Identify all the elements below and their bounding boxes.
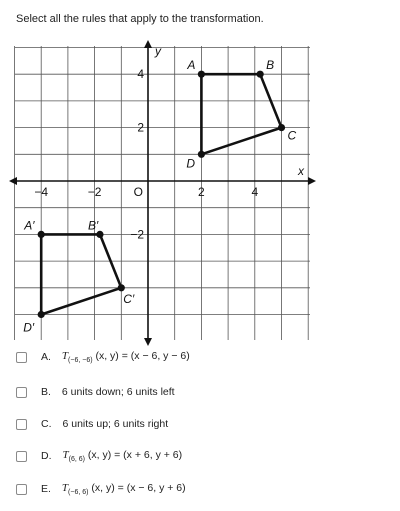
choice-e-letter: E.: [41, 483, 51, 495]
choice-c-letter: C.: [41, 418, 52, 430]
choice-d[interactable]: [16, 448, 182, 464]
y-tick-label: 2: [137, 120, 144, 135]
choice-b-checkbox[interactable]: [16, 387, 27, 398]
vertex-label: A′: [24, 218, 35, 233]
choice-a[interactable]: [16, 349, 190, 365]
y-axis-label: y: [155, 44, 161, 58]
choice-e[interactable]: [16, 481, 186, 497]
vertex-label: C′: [123, 291, 135, 306]
x-tick-label: −2: [87, 185, 102, 199]
choice-c[interactable]: [16, 416, 168, 432]
x-tick-label: −4: [34, 185, 49, 199]
choice-c-checkbox[interactable]: [16, 419, 27, 430]
x-axis-arrow-left: [9, 177, 17, 185]
question-prompt: Select all the rules that apply to the transformation.: [16, 13, 264, 25]
choice-e-text: $T_{(-6, 6)}$ (x, y) = (x − 6, y + 6): [61, 482, 186, 496]
choice-d-text: $T_{(6, 6)}$ (x, y) = (x + 6, y + 6): [62, 449, 183, 463]
y-tick-label: −2: [130, 227, 144, 242]
x-tick-label: 4: [251, 185, 259, 199]
vertex-label: C: [287, 128, 297, 143]
x-axis-arrow-right: [308, 177, 316, 185]
original-vertex-point: [278, 124, 285, 131]
original-vertex-point: [198, 151, 205, 158]
original-vertex-point: [257, 71, 264, 78]
vertex-label: A: [187, 58, 196, 73]
vertex-label: D: [186, 156, 196, 171]
choice-c-text: 6 units up; 6 units right: [62, 418, 169, 430]
choice-b-letter: B.: [41, 386, 51, 398]
original-vertex-point: [198, 71, 205, 78]
y-axis-arrow-up: [144, 40, 152, 48]
choice-e-checkbox[interactable]: [16, 484, 27, 495]
choice-b[interactable]: [16, 384, 175, 400]
y-tick-label: 4: [137, 67, 144, 82]
image-polygon: [41, 234, 121, 314]
x-tick-label: 2: [198, 185, 205, 199]
x-axis-label: x: [298, 164, 304, 178]
image-vertex-point: [38, 231, 45, 238]
choice-b-text: 6 units down; 6 units left: [61, 386, 175, 398]
choice-d-checkbox[interactable]: [16, 451, 27, 462]
y-axis-arrow-down: [144, 338, 152, 346]
origin-label: O: [133, 185, 143, 199]
choice-a-checkbox[interactable]: [16, 352, 27, 363]
choice-a-text: $T_{(-6, -6)}$ (x, y) = (x − 6, y − 6): [61, 350, 190, 364]
choice-d-letter: D.: [41, 450, 52, 462]
original-polygon: [201, 74, 281, 154]
image-vertex-point: [118, 284, 125, 291]
choice-a-letter: A.: [41, 351, 51, 363]
image-vertex-point: [38, 311, 45, 318]
vertex-label: B′: [87, 218, 99, 233]
vertex-label: B: [266, 58, 275, 73]
vertex-label: D′: [23, 320, 35, 335]
